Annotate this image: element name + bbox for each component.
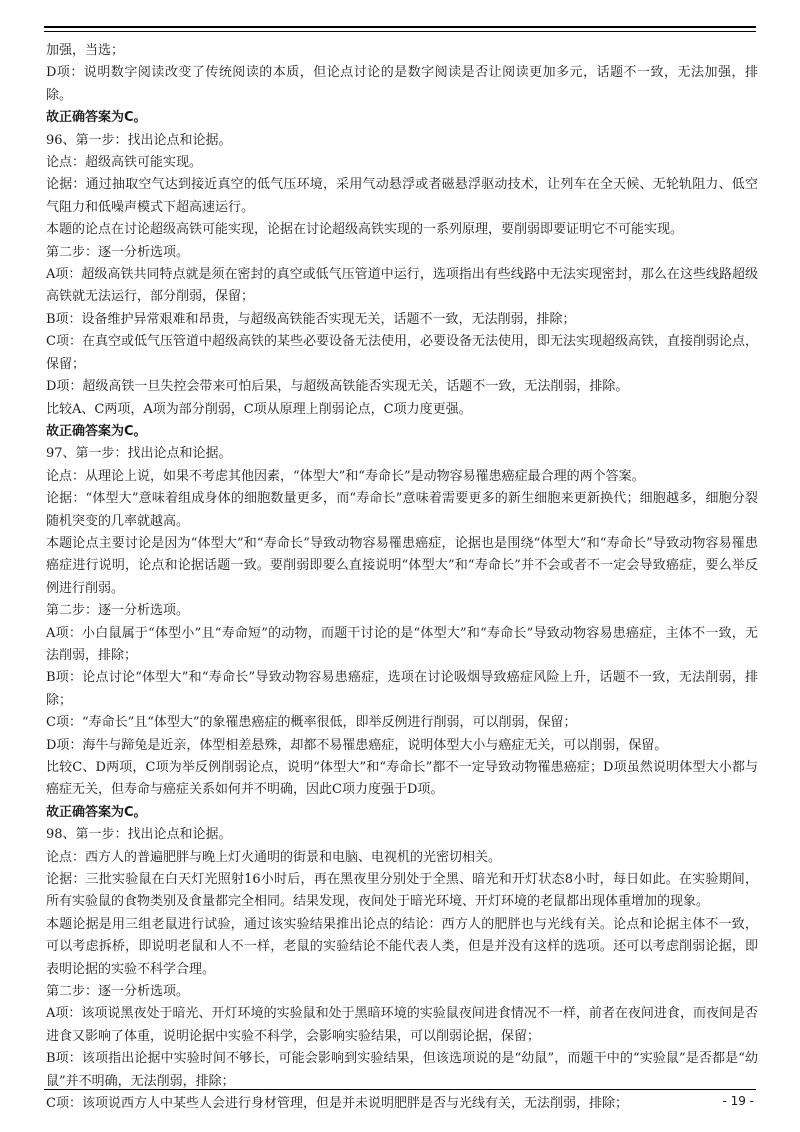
paragraph: D项：说明数字阅读改变了传统阅读的本质，但论点讨论的是数字阅读是否让阅读更加多元，话题不一致，无法加强，排除。 xyxy=(46,65,758,103)
header-rule-thin xyxy=(44,31,756,32)
paragraph: 本题的论点在讨论超级高铁可能实现，论据在讨论超级高铁实现的一系列原理，要削弱即要证明它不可能实现。 xyxy=(46,222,684,238)
paragraph: 本题论点主要讨论是因为“体型大”和“寿命长”导致动物容易罹患癌症，论据也是围绕“体型大”和“寿命长”导致动物容易罹患癌症进行说明，论点和论据话题一致。要削弱即要么直接说明“体型大”和“寿命长”并不会或者不一定会导致癌症，要么举反例进行削弱。 xyxy=(46,535,758,596)
paragraph: 96、第一步：找出论点和论据。 xyxy=(46,132,232,148)
paragraph: B项：设备维护异常艰难和昂贵，与超级高铁能否实现无关，话题不一致，无法削弱，排除； xyxy=(46,311,576,327)
paragraph: D项：海牛与蹄兔是近亲，体型相差悬殊，却都不易罹患癌症，说明体型大小与癌症无关，可以削弱，保留。 xyxy=(46,737,668,753)
paragraph: 论点：超级高铁可能实现。 xyxy=(46,155,203,171)
paragraph: 论点：从理论上说，如果不考虑其他因素，“体型大”和“寿命长”是动物容易罹患癌症最合理的两个答案。 xyxy=(46,468,645,484)
paragraph: B项：该项指出论据中实验时间不够长，可能会影响到实验结果，但该选项说的是“幼鼠”，而题干中的“实验鼠”是否都是“幼鼠”并不明确，无法削弱，排除； xyxy=(46,1051,758,1089)
paragraph: 比较A、C两项，A项为部分削弱，C项从原理上削弱论点，C项力度更强。 xyxy=(46,401,472,417)
paragraph: 第二步：逐一分析选项。 xyxy=(46,603,190,619)
page-number: - 19 - xyxy=(722,1094,754,1108)
footer-rule xyxy=(44,1089,756,1090)
paragraph: B项：论点讨论“体型大”和“寿命长”导致动物容易患癌症，选项在讨论吸烟导致癌症风险上升，话题不一致，无法削弱，排除； xyxy=(46,670,758,708)
paragraph: 比较C、D两项，C项为举反例削弱论点，说明“体型大”和“寿命长”都不一定导致动物罹患癌症；D项虽然说明体型大小都与癌症无关，但寿命与癌症关系如何并不明确，因此C项力度强于D项。 xyxy=(46,760,758,798)
paragraph: 论据：通过抽取空气达到接近真空的低气压环境，采用气动悬浮或者磁悬浮驱动技术，让列车在全天候、无轮轨阻力、低空气阻力和低噪声模式下超高速运行。 xyxy=(46,177,758,215)
paragraph: A项：小白鼠属于“体型小”且“寿命短”的动物，而题干讨论的是“体型大”和“寿命长”导致动物容易患癌症，主体不一致，无法削弱，排除； xyxy=(46,625,758,663)
paragraph: 第二步：逐一分析选项。 xyxy=(46,244,190,260)
paragraph: 本题论据是用三组老鼠进行试验，通过该实验结果推出论点的结论：西方人的肥胖也与光线有关。论点和论据主体不一致，可以考虑拆桥，即说明老鼠和人不一样，老鼠的实验结论不能代表人类，但是并没有这样的选项。还可以考虑削弱论据，即表明论据的实验不科学合理。 xyxy=(46,916,758,977)
paragraph: A项：超级高铁共同特点就是须在密封的真空或低气压管道中运行，选项指出有些线路中无法实现密封，那么在这些线路超级高铁就无法运行，部分削弱，保留； xyxy=(46,267,758,305)
paragraph: D项：超级高铁一旦失控会带来可怕后果，与超级高铁能否实现无关，话题不一致，无法削弱，排除。 xyxy=(46,379,629,395)
header-rule xyxy=(44,26,756,28)
answer-line: 故正确答案为C。 xyxy=(46,423,147,439)
answer-line: 故正确答案为C。 xyxy=(46,110,147,126)
paragraph: 98、第一步：找出论点和论据。 xyxy=(46,827,232,843)
paragraph: 论据：三批实验鼠在白天灯光照射16小时后，再在黑夜里分别处于全黑、暗光和开灯状态8小时，每日如此。在实验期间，所有实验鼠的食物类别及食量都完全相同。结果发现，夜间处于暗光环境、开灯环境的老鼠都出现体重增加的现象。 xyxy=(46,872,758,910)
paragraph: C项：“寿命长”且“体型大”的象罹患癌症的概率很低，即举反例进行削弱，可以削弱，保留； xyxy=(46,715,577,731)
paragraph: 第二步：逐一分析选项。 xyxy=(46,984,190,1000)
document-body xyxy=(46,40,758,1116)
paragraph: A项：该项说黑夜处于暗光、开灯环境的实验鼠和处于黑暗环境的实验鼠夜间进食情况不一样，前者在夜间进食，而夜间是否进食又影响了体重，说明论据中实验不科学，会影响实验结果，可以削弱论据，保留； xyxy=(46,1006,758,1044)
paragraph: C项：在真空或低气压管道中超级高铁的某些必要设备无法使用，必要设备无法使用，即无法实现超级高铁，直接削弱论点，保留； xyxy=(46,334,758,372)
paragraph: 论据：“体型大”意味着组成身体的细胞数量更多，而“寿命长”意味着需要更多的新生细胞来更新换代；细胞越多，细胞分裂随机突变的几率就越高。 xyxy=(46,491,758,529)
paragraph: 97、第一步：找出论点和论据。 xyxy=(46,446,232,462)
paragraph: 论点：西方人的普遍肥胖与晚上灯火通明的街景和电脑、电视机的光密切相关。 xyxy=(46,849,502,865)
answer-line: 故正确答案为C。 xyxy=(46,804,147,820)
paragraph: 加强，当选； xyxy=(46,43,125,58)
paragraph: C项：该项说西方人中某些人会进行身材管理，但是并未说明肥胖是否与光线有关，无法削弱，排除； xyxy=(46,1096,628,1112)
